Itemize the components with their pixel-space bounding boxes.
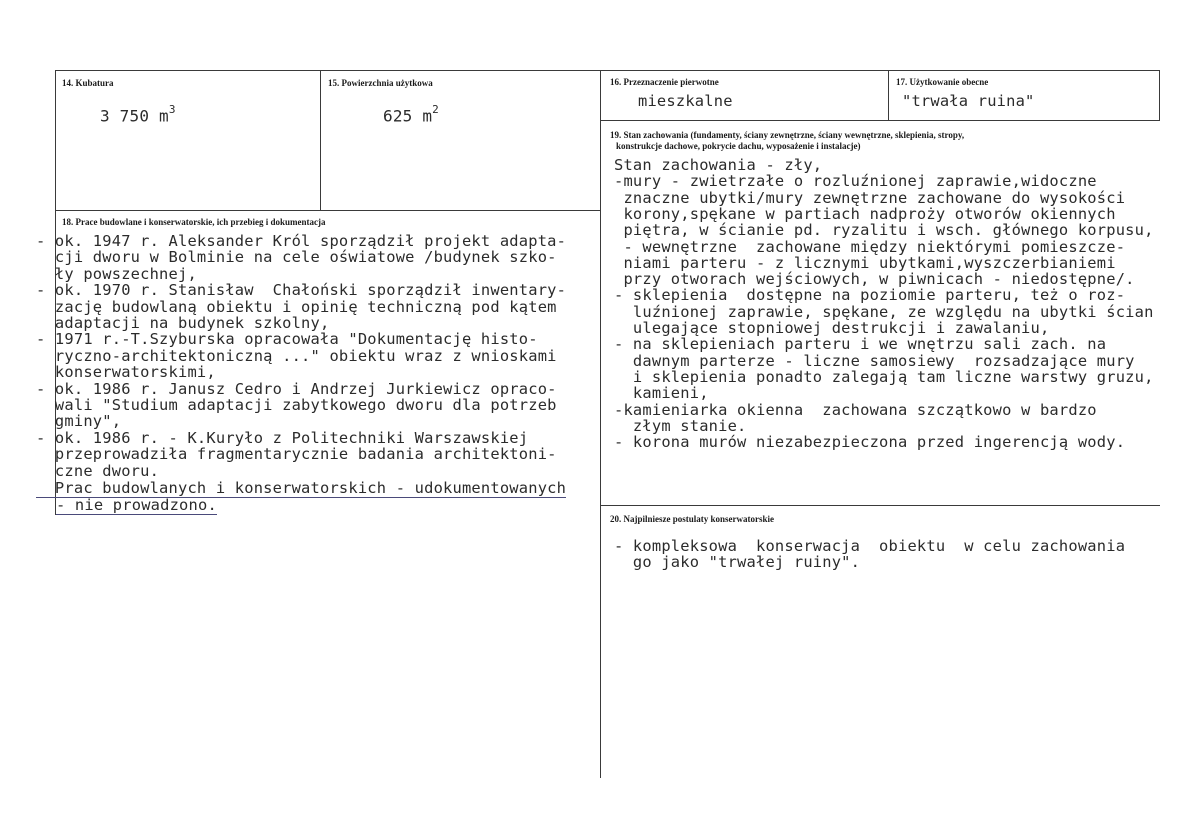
- prace-line: - ok. 1986 r. Janusz Cedro i Andrzej Jurkiewicz opraco-: [36, 379, 557, 398]
- right-border-top: [1159, 70, 1160, 120]
- powierzchnia-value: [383, 104, 439, 125]
- prace-line: ły powszechnej,: [36, 264, 197, 283]
- przeznaczenie-value: mieszkalne: [638, 92, 733, 110]
- przeznaczenie-label: 16. Przeznaczenie pierwotne: [610, 77, 719, 87]
- stan-line: - na sklepieniach parteru i we wnętrzu sali zach. na: [614, 335, 1107, 354]
- stan-line: dawnym parterze - liczne samosiewy rozsadzające mury: [614, 351, 1135, 370]
- prace-line: - 1971 r.-T.Szyburska opracowała "Dokumentację histo-: [36, 330, 538, 349]
- powierzchnia-unit-exponent: 2: [432, 103, 439, 116]
- stan-line: luźnionej zaprawie, spękane, ze względu na ubytki ścian: [614, 302, 1154, 321]
- prace-line: gminy",: [36, 412, 122, 431]
- stan-line: kamieni,: [614, 384, 709, 403]
- kubatura-label: 14. Kubatura: [62, 78, 114, 88]
- section19-bottom: [600, 505, 1160, 506]
- prace-line: ryczno-architektoniczną ..." obiektu wraz z wnioskami: [36, 346, 557, 365]
- postulaty-line: - kompleksowa konserwacja obiektu w celu zachowania: [614, 537, 1126, 555]
- prace-footer-line2: [56, 497, 217, 513]
- divider-16-17: [888, 70, 889, 120]
- prace-line: czne dworu.: [36, 461, 160, 480]
- stan-line: piętra, w ścianie pd. ryzalitu i wsch. głównego korpusu,: [614, 221, 1154, 240]
- stan-line: ulegające stopniowej destrukcji i zawalaniu,: [614, 319, 1050, 337]
- kubatura-unit-exponent: 3: [168, 103, 176, 116]
- divider-14-15: [320, 70, 321, 210]
- stan-line: niami parteru - z licznymi ubytkami,wyszczerbianiemi: [614, 253, 1116, 272]
- stan-line: -mury - zwietrzałe o rozluźnionej zaprawie,widoczne: [614, 172, 1097, 191]
- stan-label-line2: konstrukcje dachowe, pokrycie dachu, wyposażenie i instalacje): [616, 141, 861, 151]
- uzytkowanie-value: "trwała ruina": [902, 92, 1035, 110]
- stan-line: i sklepienia ponadto zalegają tam liczne warstwy gruzu,: [614, 367, 1154, 386]
- prace-footer-text: Prac budowlanych i konserwatorskich - udokumentowanych: [36, 479, 567, 497]
- uzytkowanie-label: 17. Użytkowanie obecne: [896, 77, 989, 87]
- postulaty-line: go jako "trwałej ruiny".: [614, 553, 861, 572]
- top-border: [55, 70, 1160, 71]
- stan-line: przy otworach wejściowych, w piwnicach - niedostępne/.: [614, 270, 1135, 289]
- powierzchnia-label: 15. Powierzchnia użytkowa: [328, 78, 433, 88]
- stan-line: -kamieniarka okienna zachowana szczątkowo w bardzo: [614, 400, 1097, 419]
- row1-right-bottom: [600, 120, 1160, 121]
- stan-line: - wewnętrzne zachowane między niektórymi pomieszcze-: [614, 237, 1126, 256]
- stan-line: - sklepienia dostępne na poziomie parteru, też o roz-: [614, 286, 1126, 305]
- stan-line: - korona murów niezabezpieczona przed ingerencją wody.: [614, 433, 1126, 452]
- prace-line: - ok. 1970 r. Stanisław Chałoński sporządził inwentary-: [36, 281, 567, 300]
- prace-line: adaptacji na budynek szkolny,: [36, 314, 330, 332]
- stan-line: znaczne ubytki/mury zewnętrzne zachowane do wysokości: [614, 188, 1126, 207]
- powierzchnia-number: 625 m: [383, 106, 433, 126]
- prace-line: - ok. 1986 r. - K.Kuryło z Politechniki Warszawskiej: [36, 428, 529, 447]
- prace-line: cji dworu w Bolminie na cele oświatowe /budynek szko-: [36, 248, 557, 267]
- kubatura-number: 3 750 m: [100, 106, 169, 126]
- kubatura-value: [100, 104, 176, 125]
- row1-left-bottom: [55, 210, 600, 211]
- prace-footer-line1: [36, 480, 566, 496]
- postulaty-label: 20. Najpilniesze postulaty konserwatorskie: [610, 514, 774, 524]
- prace-line: wali "Studium adaptacji zabytkowego dworu dla potrzeb: [36, 396, 557, 414]
- stan-line: złym stanie.: [614, 416, 747, 435]
- prace-footer-text2: - nie prowadzono.: [56, 496, 217, 514]
- stan-line: Stan zachowania - zły,: [614, 156, 823, 174]
- prace-line: przeprowadziła fragmentarycznie badania architektoni-: [36, 445, 557, 464]
- stan-label-line1: 19. Stan zachowania (fundamenty, ściany zewnętrzne, ściany wewnętrzne, sklepienia, stropy,: [610, 130, 965, 140]
- prace-line: zację budowlaną obiektu i opinię techniczną pod kątem: [36, 297, 557, 316]
- center-divider: [600, 70, 601, 778]
- stan-line: korony,spękane w partiach nadproży otworów okiennych: [614, 204, 1116, 223]
- prace-label: 18. Prace budowlane i konserwatorskie, ich przebieg i dokumentacja: [62, 217, 326, 227]
- prace-line: konserwatorskimi,: [36, 363, 216, 382]
- prace-line: - ok. 1947 r. Aleksander Król sporządził projekt adapta-: [36, 232, 567, 250]
